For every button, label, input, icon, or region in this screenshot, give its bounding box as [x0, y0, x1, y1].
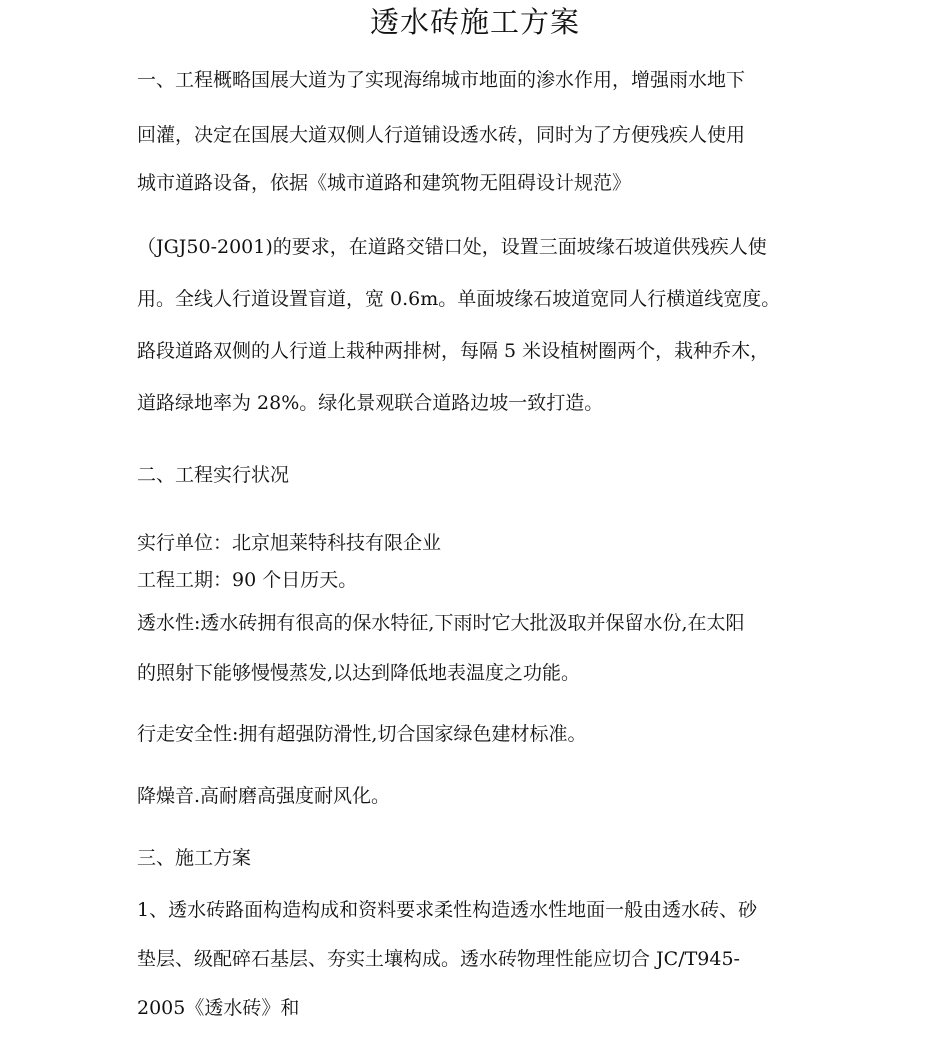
paragraph-line: 2005《透水砖》和: [137, 997, 300, 1019]
paragraph-line: 行走安全性:拥有超强防滑性,切合国家绿色建材标准。: [137, 723, 587, 745]
paragraph-line: 回灌，决定在国展大道双侧人行道铺设透水砖，同时为了方便残疾人使用: [137, 124, 746, 146]
paragraph-line: 1、透水砖路面构造构成和资料要求柔性构造透水性地面一般由透水砖、砂: [137, 899, 758, 921]
paragraph-line: 用。全线人行道设置盲道，宽 0.6m。单面坡缘石坡道宽同人行横道线宽度。: [137, 288, 781, 310]
paragraph-line: 工程工期：90 个日历天。: [137, 569, 358, 591]
paragraph-line: 透水性:透水砖拥有很高的保水特征,下雨时它大批汲取并保留水份,在太阳: [137, 612, 745, 634]
paragraph-line: 的照射下能够慢慢蒸发,以达到降低地表温度之功能。: [137, 662, 581, 684]
paragraph-line: （JGJ50-2001)的要求，在道路交错口处，设置三面坡缘石坡道供残疾人使: [137, 236, 767, 258]
paragraph-line: 降燥音.高耐磨高强度耐风化。: [137, 785, 391, 807]
paragraph-line: 一、工程概略国展大道为了实现海绵城市地面的渗水作用，增强雨水地下: [137, 69, 746, 91]
paragraph-line: 路段道路双侧的人行道上栽种两排树，每隔 5 米设植树圈两个，栽种乔木，: [137, 340, 770, 362]
section-heading: 二、工程实行状况: [137, 464, 290, 486]
paragraph-line: 实行单位：北京旭莱特科技有限企业: [137, 532, 442, 554]
paragraph-line: 城市道路设备，依据《城市道路和建筑物无阻碍设计规范》: [137, 172, 632, 194]
paragraph-line: 道路绿地率为 28%。绿化景观联合道路边坡一致打造。: [137, 392, 604, 414]
paragraph-line: 垫层、级配碎石基层、夯实土壤构成。透水砖物理性能应切合 JC/T945-: [137, 948, 740, 970]
document-title: 透水砖施工方案: [369, 5, 580, 39]
section-heading: 三、施工方案: [137, 847, 252, 869]
